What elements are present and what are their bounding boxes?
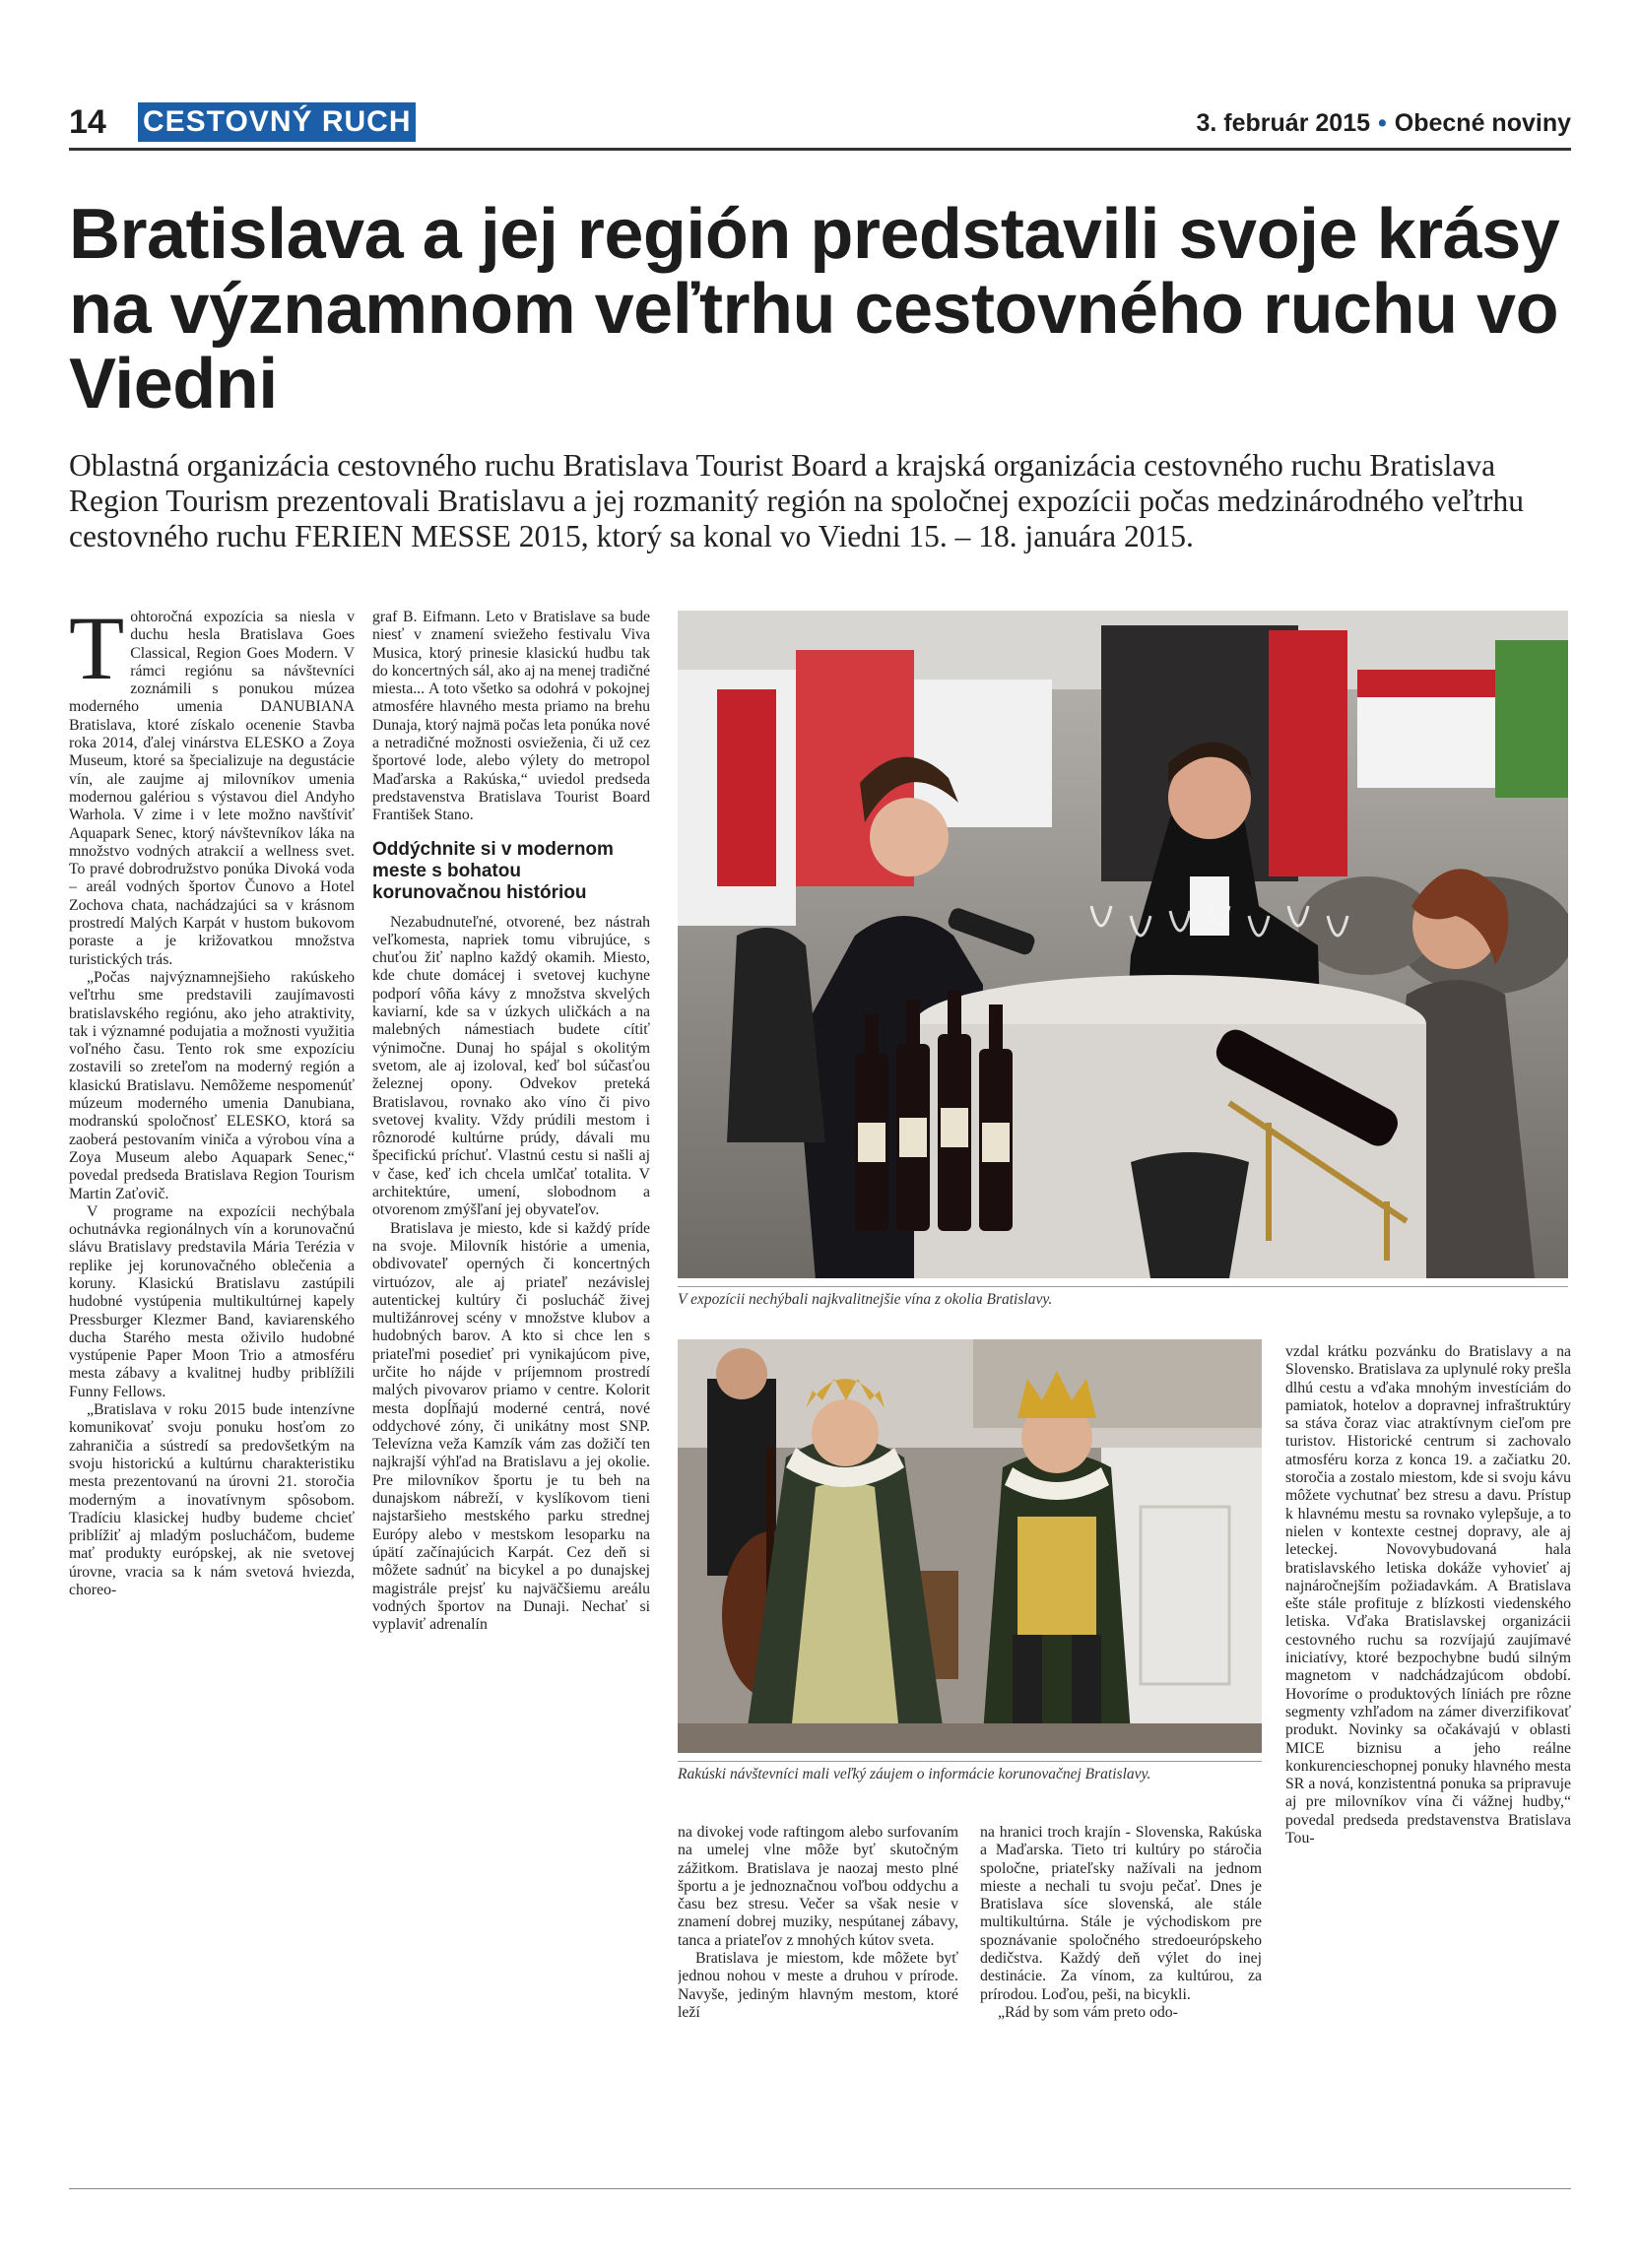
subheading: Oddýchnite si v modernom meste s bohatou korunovačnou históriou bbox=[372, 838, 614, 903]
separator-dot: • bbox=[1378, 109, 1387, 137]
photo-caption: Rakúski návštevníci mali veľký záujem o informácie korunovačnej Bratislavy. bbox=[678, 1766, 1151, 1782]
article-headline: Bratislava a jej región predstavili svoje krásy na významnom veľtrhu cestovného ruchu vo Viedni bbox=[69, 195, 1560, 423]
section-label: CESTOVNÝ RUCH bbox=[138, 102, 416, 142]
royal-cutouts-illustration bbox=[678, 1339, 1262, 1753]
wine-tasting-illustration bbox=[678, 611, 1568, 1278]
article-column-5 bbox=[1285, 1343, 1571, 2186]
paragraph: graf B. Eifmann. Leto v Bratislave sa bude niesť v znamení sviežeho festivalu Viva Musica, ktorý prinesie klasickú hudbu tak do koncertných sál, ako aj na menej tradičné miesta... A toto všetko sa odohrá v pokojnej atmosfére hlavného mesta priamo na brehu Dunaja, ktorý najmä počas leta ponúka nové a netradičné možnosti osvieženia, či už cez športové lode, alebo výlety do metropol Maďarska a Rakúska,“ uviedol predseda predstavenstva Bratislava Tourist Board František Stano. bbox=[372, 609, 650, 824]
paragraph: vzdal krátku pozvánku do Bratislavy a na Slovensko. Bratislava za uplynulé roky prešla dlhú cestu a vďaka mnohým investíciám do pamiatok, hotelov a dopravnej infraštruktúry sa stáva čoraz viac atraktívnym cieľom pre turistov. Historické centrum si zachovalo atmosféru korza z konca 19. a začiatku 20. storočia a zostalo miestom, kde si svoju kávu môžete vychutnať bez stresu a davu. Prístup k hlavnému mestu sa rovnako vylepšuje, a to nielen v kontexte cestnej dopravy, ale aj leteckej. Novovybudovaná hala bratislavského letiska dokáže vyhovieť aj najnáročnejším požiadavkám. A Bratislava ešte stále profituje z blízkosti viedenského letiska. Vďaka Bratislavskej organizácii cestovného ruchu sa rozvíjajú zaujímavé iniciatívy, ktoré bezpochybne budú silným magnetom v nadchádzajúcom období. Hovoríme o produktových líniách pre rôzne segmenty vzhľadom na zámer diverzifikovať produkt. Novinky sa očakávajú v oblasti MICE biznisu a jeho reálne konkurencieschopnej ponuky hlavného mesta SR a nová, konzistentná ponuka sa pripravuje aj pre milovníkov vína či vážnej hudby,“ povedal predseda predstavenstva Bratislava Tou- bbox=[1285, 1343, 1571, 1847]
caption-rule bbox=[678, 1761, 1262, 1762]
paragraph: na divokej vode raftingom alebo surfovaním na umelej vlne môže byť skutočným zážitkom. Bratislava je naozaj mesto plné športu a je jednoznačnou voľbou oddychu a času bez stresu. Večer sa však nesie v znamení dobrej muziky, nespútanej zábavy, tanca a priateľov z mnohých kútov sveta. bbox=[678, 1824, 958, 1949]
paragraph: Bratislava je miestom, kde môžete byť jednou nohou v meste a druhou v prírode. Navyše, jediným hlavným mestom, ktoré leží bbox=[678, 1950, 958, 2021]
paragraph: Tohtoročná expozícia sa niesla v duchu hesla Bratislava Goes Classical, Region Goes Modern. V rámci regiónu sa návštevníci zoznámili s ponukou múzea moderného umenia DANUBIANA Bratislava, ktoré získalo ocenenie Stavba roka 2014, ďalej vinárstva ELESKO a Zoya Museum, ktoré sa špecializuje na degustácie vín, ale zaujme aj milovníkov umenia modernou galériou s výstavou diel Andyho Warhola. V zime i v lete možno navštíviť Aquapark Senec, ktorý návštevníkov láka na množstvo vodných atrakcií a wellness svet. To pravé dobrodružstvo ponúka Divoká voda – areál vodných športov Čunovo a Hotel Zochova chata, nachádzajúci sa v krásnom prostredí Malých Karpát v hustom bukovom poraste a je križovatkou množstva turistických trás. bbox=[69, 609, 355, 968]
issue-date: 3. február 2015 bbox=[1196, 109, 1371, 137]
article-column-3 bbox=[678, 1824, 958, 2186]
wine-tasting-photo bbox=[678, 611, 1568, 1278]
article-lead: Oblastná organizácia cestovného ruchu Bratislava Tourist Board a krajská organizácia cestovného ruchu Bratislava Region Tourism prezentovali Bratislavu a jej rozmanitý región na spoločnej expozícii počas medzinárodného veľtrhu cestovného ruchu FERIEN MESSE 2015, ktorý sa konal vo Viedni 15. – 18. januára 2015. bbox=[69, 448, 1524, 553]
paragraph: na hranici troch krajín - Slovenska, Rakúska a Maďarska. Tieto tri kultúry po stáročia spoločne, priateľsky nažívali na jednom mieste a nechali tu svoju pečať. Dnes je Bratislava síce slovenská, ale stále multikultúrna. Stále je východiskom pre spoznávanie spoločného stredoeurópskeho dedičstva. Každý deň výlet do inej destinácie. Za vínom, za kultúrou, za prírodou. Loďou, peši, na bicykli. bbox=[980, 1824, 1262, 2003]
paragraph: V programe na expozícii nechýbala ochutnávka regionálnych vín a korunovačnú slávu Bratislavy predstavila Mária Terézia v replike jej korunovačného oblečenia a koruny. Klasickú Bratislavu zastúpili hudobné vystúpenia multikultúrnej kapely Pressburger Klezmer Band, kaviarenského ducha Starého mesta oživilo hudobné vystúpenie Paper Moon Trio a atmosféru mesta zábavy a kvalitnej hudby priblížili Funny Fellows. bbox=[69, 1202, 355, 1400]
article-column-1 bbox=[69, 609, 355, 2186]
paragraph: Nezabudnuteľné, otvorené, bez nástrah veľkomesta, napriek tomu vibrujúce, s chuťou žiť naplno každý okamih. Miesto, kde chute domácej i svetovej kuchyne podporí vôňa kávy z množstva skvelých kaviarní, kde sa v úzkych uličkách a na malebných námestiach budete cítiť výnimočne. Dunaj ho spájal s okolitým svetom, ale aj izoloval, keď bol súčasťou železnej opony. Odvekov preteká Bratislavou, rovnako ako víno či pivo svetovej kvality. Vždy prúdili mestom i rôznorodé kultúrne prúdy, dávali mu špecifickú príchuť. Vlastnú cestu si našli aj v čase, keď ich chcela umlčať totalita. V architektúre, umení, slobodnom a otvorenom zmýšľaní jej obyvateľov. bbox=[372, 913, 650, 1219]
paragraph: „Rád by som vám preto odo- bbox=[998, 2003, 1178, 2021]
article-column-2 bbox=[372, 609, 650, 2186]
issue-info bbox=[1197, 106, 1571, 140]
caption-rule bbox=[678, 1286, 1568, 1287]
photo-caption: V expozícii nechýbali najkvalitnejšie vína z okolia Bratislavy. bbox=[678, 1291, 1053, 1308]
article-column-4 bbox=[980, 1824, 1262, 2186]
paragraph: „Počas najvýznamnejšieho rakúskeho veľtrhu sme predstavili zaujímavosti bratislavského regiónu, ako jeho atraktivity, tak i významné podujatia a možnosti využitia voľného času. Tento rok sme expozíciu zostavili so zreteľom na moderný región a klasickú Bratislavu. Nemôžeme nespomenúť múzeum moderného umenia Danubiana, modranskú spoločnosť ELESKO, ktorá sa zaoberá pestovaním viniča a výrobou vína a Zoya Museum alebo Aquapark Senec,“ povedal predseda Bratislava Region Tourism Martin Zaťovič. bbox=[69, 968, 355, 1202]
header-rule bbox=[69, 148, 1571, 151]
paragraph: Bratislava je miesto, kde si každý príde na svoje. Milovník histórie a umenia, obdivovateľ operných či koncertných virtuózov, ale aj priateľ nezávislej autentickej kultúry či poslucháč živej multižánrovej scény v množstve klubov a hudobných barov. A kto si chce len s priateľmi posedieť pri vynikajúcom pive, určite ho nájde v príjemnom prostredí malých pivovarov priamo v centre. Kolorit mesta dopĺňajú moderné centrá, nové oddychové zóny, či unikátny most SNP. Televízna veža Kamzík vám zas dožičí ten najkrajší výhľad na Bratislavu a jej okolie. Pre milovníkov športu je tu beh na dunajskom nábreží, v kyslíkovom tieni najstaršieho mestského parku strednej Európy alebo v mestskom lesoparku na úpätí začínajúcich Karpát. Cez deň si môžete sadnúť na bicykel a po dunajskej magistrále prejsť ku najväčšiemu areálu vodných športov na Dunaji. Nechať si vyplaviť adrenalín bbox=[372, 1219, 650, 1634]
paragraph: „Bratislava v roku 2015 bude intenzívne komunikovať svoju ponuku hosťom zo zahraničia a sústredí sa predovšetkým na svoju historickú a kultúrnu charakteristiku mesta prezentovanú na úrovni 21. storočia moderným a inovatívnym spôsobom. Tradíciu klasickej hudby budeme chcieť priblížiť aj mladým poslucháčom, budeme mať produkty európskej, ak nie svetovej úrovne, vracia sa k nám svetová hviezda, choreo- bbox=[69, 1401, 355, 1599]
footer-rule bbox=[69, 2188, 1571, 2189]
royal-cutouts-photo bbox=[678, 1339, 1262, 1753]
publication-name: Obecné noviny bbox=[1394, 109, 1571, 137]
page-number: 14 bbox=[69, 103, 106, 141]
drop-cap: T bbox=[69, 609, 125, 698]
